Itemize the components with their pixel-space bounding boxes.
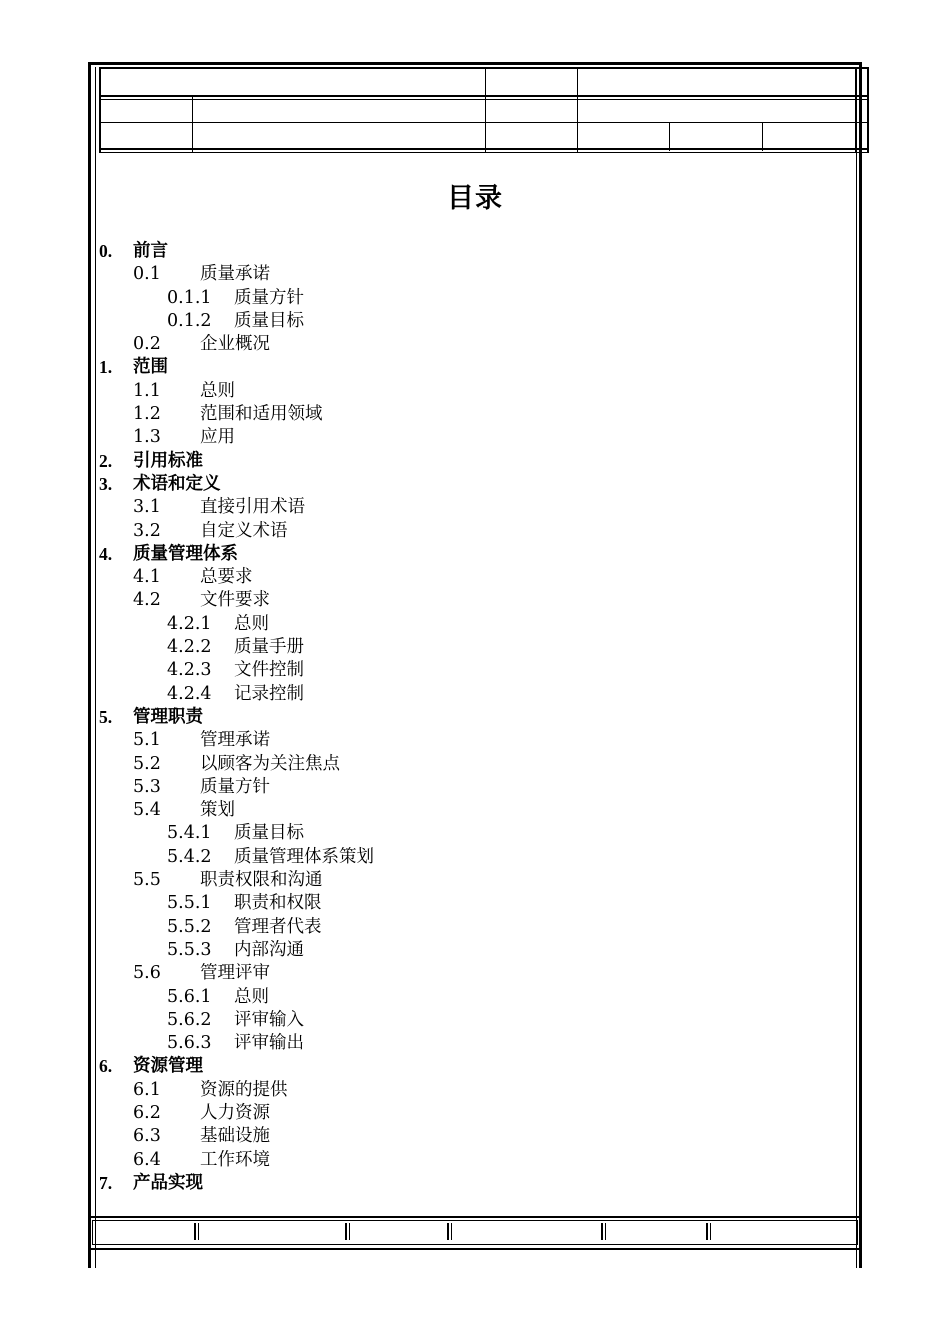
toc-entry-text: 质量手册 [234,637,304,658]
document-footer-table [88,1216,862,1250]
toc-entry[interactable] [99,776,839,799]
toc-entry[interactable] [99,916,839,939]
toc-entry[interactable] [99,729,839,752]
table-of-contents [99,240,839,1195]
toc-entry-number: 4.2.1 [167,613,212,634]
toc-entry[interactable] [99,1032,839,1055]
toc-entry-text: 管理评审 [200,963,270,984]
toc-entry-text: 资源管理 [133,1056,203,1077]
document-header-table [99,67,869,155]
toc-entry-number: 4. [99,543,113,564]
toc-entry[interactable] [99,589,839,612]
toc-entry-number: 4.2 [133,590,161,611]
toc-entry-number: 6.4 [133,1149,161,1170]
toc-entry[interactable] [99,1125,839,1148]
toc-entry-text: 总则 [234,613,269,634]
toc-entry-text: 总则 [234,986,269,1007]
toc-entry[interactable] [99,240,839,263]
toc-entry[interactable] [99,263,839,286]
toc-entry[interactable] [99,799,839,822]
toc-entry-text: 文件控制 [234,660,304,681]
toc-entry[interactable] [99,706,839,729]
toc-entry-number: 3.1 [133,497,161,518]
toc-entry-number: 7. [99,1172,113,1193]
toc-entry-text: 策划 [200,800,235,821]
toc-entry-text: 评审输入 [234,1009,304,1030]
toc-entry-text: 质量目标 [234,310,304,331]
toc-entry-number: 1.2 [133,404,161,425]
toc-entry-text: 记录控制 [234,683,304,704]
toc-entry[interactable] [99,659,839,682]
toc-entry-number: 2. [99,450,113,471]
toc-entry-number: 4.2.2 [167,637,212,658]
toc-entry[interactable] [99,1079,839,1102]
toc-entry-text: 应用 [200,427,235,448]
toc-entry-text: 范围和适用领域 [200,404,323,425]
toc-entry-number: 5.3 [133,776,161,797]
toc-entry-number: 1.3 [133,427,161,448]
toc-entry-number: 4.2.4 [167,683,212,704]
toc-entry-number: 5. [99,706,113,727]
toc-entry-text: 产品实现 [133,1172,203,1193]
toc-entry-text: 工作环境 [200,1149,270,1170]
toc-entry-number: 5.6 [133,963,161,984]
toc-entry-number: 5.5.2 [167,916,212,937]
toc-entry-text: 基础设施 [200,1126,270,1147]
toc-entry[interactable] [99,473,839,496]
toc-entry-text: 质量管理体系 [133,543,238,564]
toc-entry-text: 质量管理体系策划 [234,846,374,867]
toc-entry-text: 直接引用术语 [200,497,305,518]
toc-entry-number: 5.6.3 [167,1033,212,1054]
toc-entry[interactable] [99,356,839,379]
toc-entry-number: 0.2 [133,334,161,355]
toc-entry[interactable] [99,1149,839,1172]
toc-entry-number: 5.4.2 [167,846,212,867]
toc-entry[interactable] [99,846,839,869]
toc-entry[interactable] [99,962,839,985]
toc-entry-text: 职责和权限 [234,893,322,914]
toc-entry-text: 管理承诺 [200,730,270,751]
toc-entry-text: 人力资源 [200,1102,270,1123]
toc-entry[interactable] [99,566,839,589]
toc-entry-number: 0.1 [133,264,161,285]
toc-entry-number: 6.2 [133,1102,161,1123]
toc-entry-number: 0.1.1 [167,287,212,308]
toc-entry[interactable] [99,869,839,892]
toc-entry-number: 5.4.1 [167,823,212,844]
toc-entry[interactable] [99,543,839,566]
toc-entry-text: 质量方针 [200,776,270,797]
toc-entry-text: 企业概况 [200,334,270,355]
toc-entry-text: 内部沟通 [234,939,304,960]
toc-entry[interactable] [99,822,839,845]
toc-entry-text: 以顾客为关注焦点 [200,753,340,774]
toc-entry-text: 质量目标 [234,823,304,844]
toc-entry-number: 4.2.3 [167,660,212,681]
toc-entry-number: 6. [99,1056,113,1077]
toc-entry-number: 5.4 [133,800,161,821]
toc-entry-text: 术语和定义 [133,473,221,494]
toc-entry-number: 6.1 [133,1079,161,1100]
toc-entry-number: 3. [99,473,113,494]
toc-entry-text: 质量承诺 [200,264,270,285]
toc-entry-number: 4.1 [133,567,161,588]
toc-entry[interactable] [99,1102,839,1125]
toc-entry[interactable] [99,403,839,426]
toc-entry-text: 引用标准 [133,450,203,471]
toc-entry-text: 管理职责 [133,706,203,727]
toc-entry[interactable] [99,1172,839,1195]
toc-entry-number: 3.2 [133,520,161,541]
toc-entry[interactable] [99,333,839,356]
toc-entry[interactable] [99,613,839,636]
toc-entry-text: 自定义术语 [200,520,288,541]
toc-entry-text: 前言 [133,241,168,261]
toc-entry-number: 1.1 [133,380,161,401]
toc-entry[interactable] [99,426,839,449]
toc-entry[interactable] [99,287,839,310]
toc-entry[interactable] [99,450,839,473]
toc-title: 目录 [447,183,503,214]
toc-entry-number: 5.5.3 [167,939,212,960]
toc-entry-text: 总要求 [200,567,253,588]
toc-entry-number: 1. [99,357,113,378]
toc-entry-number: 0.1.2 [167,310,212,331]
toc-entry-number: 5.6.1 [167,986,212,1007]
toc-entry[interactable] [99,636,839,659]
toc-entry-number: 0. [99,241,113,261]
toc-entry-text: 总则 [200,380,235,401]
toc-entry-text: 范围 [133,357,168,378]
toc-entry-text: 文件要求 [200,590,270,611]
toc-entry[interactable] [99,1055,839,1078]
toc-entry[interactable] [99,986,839,1009]
toc-entry-text: 管理者代表 [234,916,322,937]
toc-entry[interactable] [99,520,839,543]
toc-entry-number: 5.5.1 [167,893,212,914]
toc-entry-number: 5.5 [133,870,161,891]
toc-entry[interactable] [99,310,839,333]
toc-entry-text: 评审输出 [234,1033,304,1054]
toc-entry-text: 资源的提供 [200,1079,288,1100]
toc-entry[interactable] [99,892,839,915]
toc-entry[interactable] [99,753,839,776]
toc-entry-number: 5.6.2 [167,1009,212,1030]
toc-entry-number: 6.3 [133,1126,161,1147]
toc-entry-text: 职责权限和沟通 [200,870,323,891]
toc-entry[interactable] [99,1009,839,1032]
toc-entry-number: 5.1 [133,730,161,751]
toc-entry[interactable] [99,380,839,403]
toc-entry-number: 5.2 [133,753,161,774]
toc-entry[interactable] [99,496,839,519]
toc-entry-text: 质量方针 [234,287,304,308]
toc-entry[interactable] [99,683,839,706]
toc-entry[interactable] [99,939,839,962]
